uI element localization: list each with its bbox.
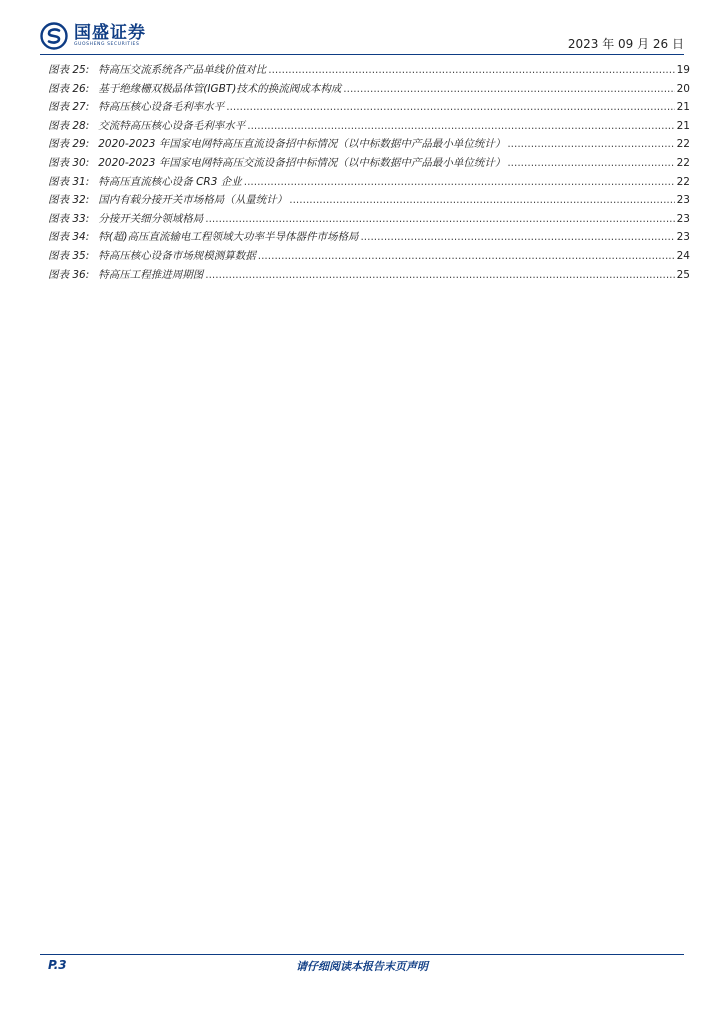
figure-label: 图表 32: xyxy=(48,194,90,207)
dot-leader xyxy=(507,138,674,150)
figure-page-number: 23 xyxy=(676,194,690,207)
figure-list-item[interactable] xyxy=(48,192,690,211)
figure-list-item[interactable] xyxy=(48,136,690,155)
dot-leader xyxy=(258,250,675,262)
figure-list-item[interactable] xyxy=(48,174,690,193)
dot-leader xyxy=(226,101,674,113)
figure-title: 特高压交流系统各产品单线价值对比 xyxy=(98,64,267,76)
figure-list-item[interactable] xyxy=(48,248,690,267)
figure-title: 2020-2023 年国家电网特高压直流设备招中标情况（以中标数据中产品最小单位统计） xyxy=(98,138,506,151)
dot-leader xyxy=(360,231,674,243)
figure-list-item[interactable] xyxy=(48,118,690,137)
figure-list xyxy=(48,62,690,285)
report-date: 2023 年 09 月 26 日 xyxy=(567,37,684,51)
page-header xyxy=(0,0,724,56)
figure-page-number: 22 xyxy=(676,156,690,169)
footer-divider xyxy=(40,954,684,955)
dot-leader xyxy=(205,213,674,225)
figure-label: 图表 34: xyxy=(48,231,90,244)
figure-page-number: 21 xyxy=(676,119,690,132)
figure-title: 特高压工程推进周期图 xyxy=(98,268,204,281)
dot-leader xyxy=(268,64,674,76)
company-logo xyxy=(40,22,146,50)
figure-list-item[interactable] xyxy=(48,211,690,230)
page-number: P.3 xyxy=(48,958,67,972)
figure-page-number: 19 xyxy=(676,64,690,76)
figure-title: 交流特高压核心设备毛利率水平 xyxy=(98,119,246,132)
figure-list-item[interactable] xyxy=(48,267,690,286)
dot-leader xyxy=(507,157,674,169)
figure-label: 图表 28: xyxy=(48,119,90,132)
dot-leader xyxy=(343,83,674,95)
figure-page-number: 22 xyxy=(676,138,690,151)
figure-title: 特(超)高压直流输电工程领域大功率半导体器件市场格局 xyxy=(98,231,359,244)
figure-label: 图表 36: xyxy=(48,268,90,281)
header-divider xyxy=(40,54,684,55)
figure-list-item[interactable] xyxy=(48,62,690,81)
figure-label: 图表 30: xyxy=(48,156,90,169)
figure-list-item[interactable] xyxy=(48,99,690,118)
figure-label: 图表 25: xyxy=(48,64,90,76)
figure-title: 2020-2023 年国家电网特高压交流设备招中标情况（以中标数据中产品最小单位统计） xyxy=(98,156,506,169)
figure-page-number: 20 xyxy=(676,82,690,95)
dot-leader xyxy=(205,269,674,281)
figure-page-number: 25 xyxy=(676,268,690,281)
figure-page-number: 23 xyxy=(676,231,690,244)
logo-text xyxy=(74,24,146,48)
guosheng-logo-icon xyxy=(40,22,68,50)
figure-title: 分接开关细分领域格局 xyxy=(98,212,204,225)
figure-title: 特高压核心设备市场规模测算数据 xyxy=(98,249,256,262)
figure-label: 图表 35: xyxy=(48,249,90,262)
figure-list-item[interactable] xyxy=(48,229,690,248)
figure-label: 图表 27: xyxy=(48,101,90,114)
footer-disclaimer: 请仔细阅读本报告末页声明 xyxy=(296,960,428,973)
figure-title: 基于绝缘栅双极晶体管(IGBT)技术的换流阀成本构成 xyxy=(98,82,342,95)
figure-list-item[interactable] xyxy=(48,81,690,100)
figure-title: 特高压核心设备毛利率水平 xyxy=(98,101,225,114)
figure-title: 特高压直流核心设备 CR3 企业 xyxy=(98,175,242,188)
figure-list-item[interactable] xyxy=(48,155,690,174)
figure-label: 图表 26: xyxy=(48,82,90,95)
figure-page-number: 23 xyxy=(676,212,690,225)
figure-label: 图表 33: xyxy=(48,212,90,225)
figure-page-number: 22 xyxy=(676,175,690,188)
logo-text-cn: 国盛证券 xyxy=(74,23,146,43)
figure-label: 图表 31: xyxy=(48,175,90,188)
logo-text-en: GUOSHENG SECURITIES xyxy=(74,42,140,47)
figure-page-number: 24 xyxy=(676,249,690,262)
figure-title: 国内有载分接开关市场格局（从量统计） xyxy=(98,194,288,207)
figure-label: 图表 29: xyxy=(48,138,90,151)
dot-leader xyxy=(244,176,675,188)
dot-leader xyxy=(247,120,674,132)
dot-leader xyxy=(289,194,674,206)
figure-page-number: 21 xyxy=(676,101,690,114)
